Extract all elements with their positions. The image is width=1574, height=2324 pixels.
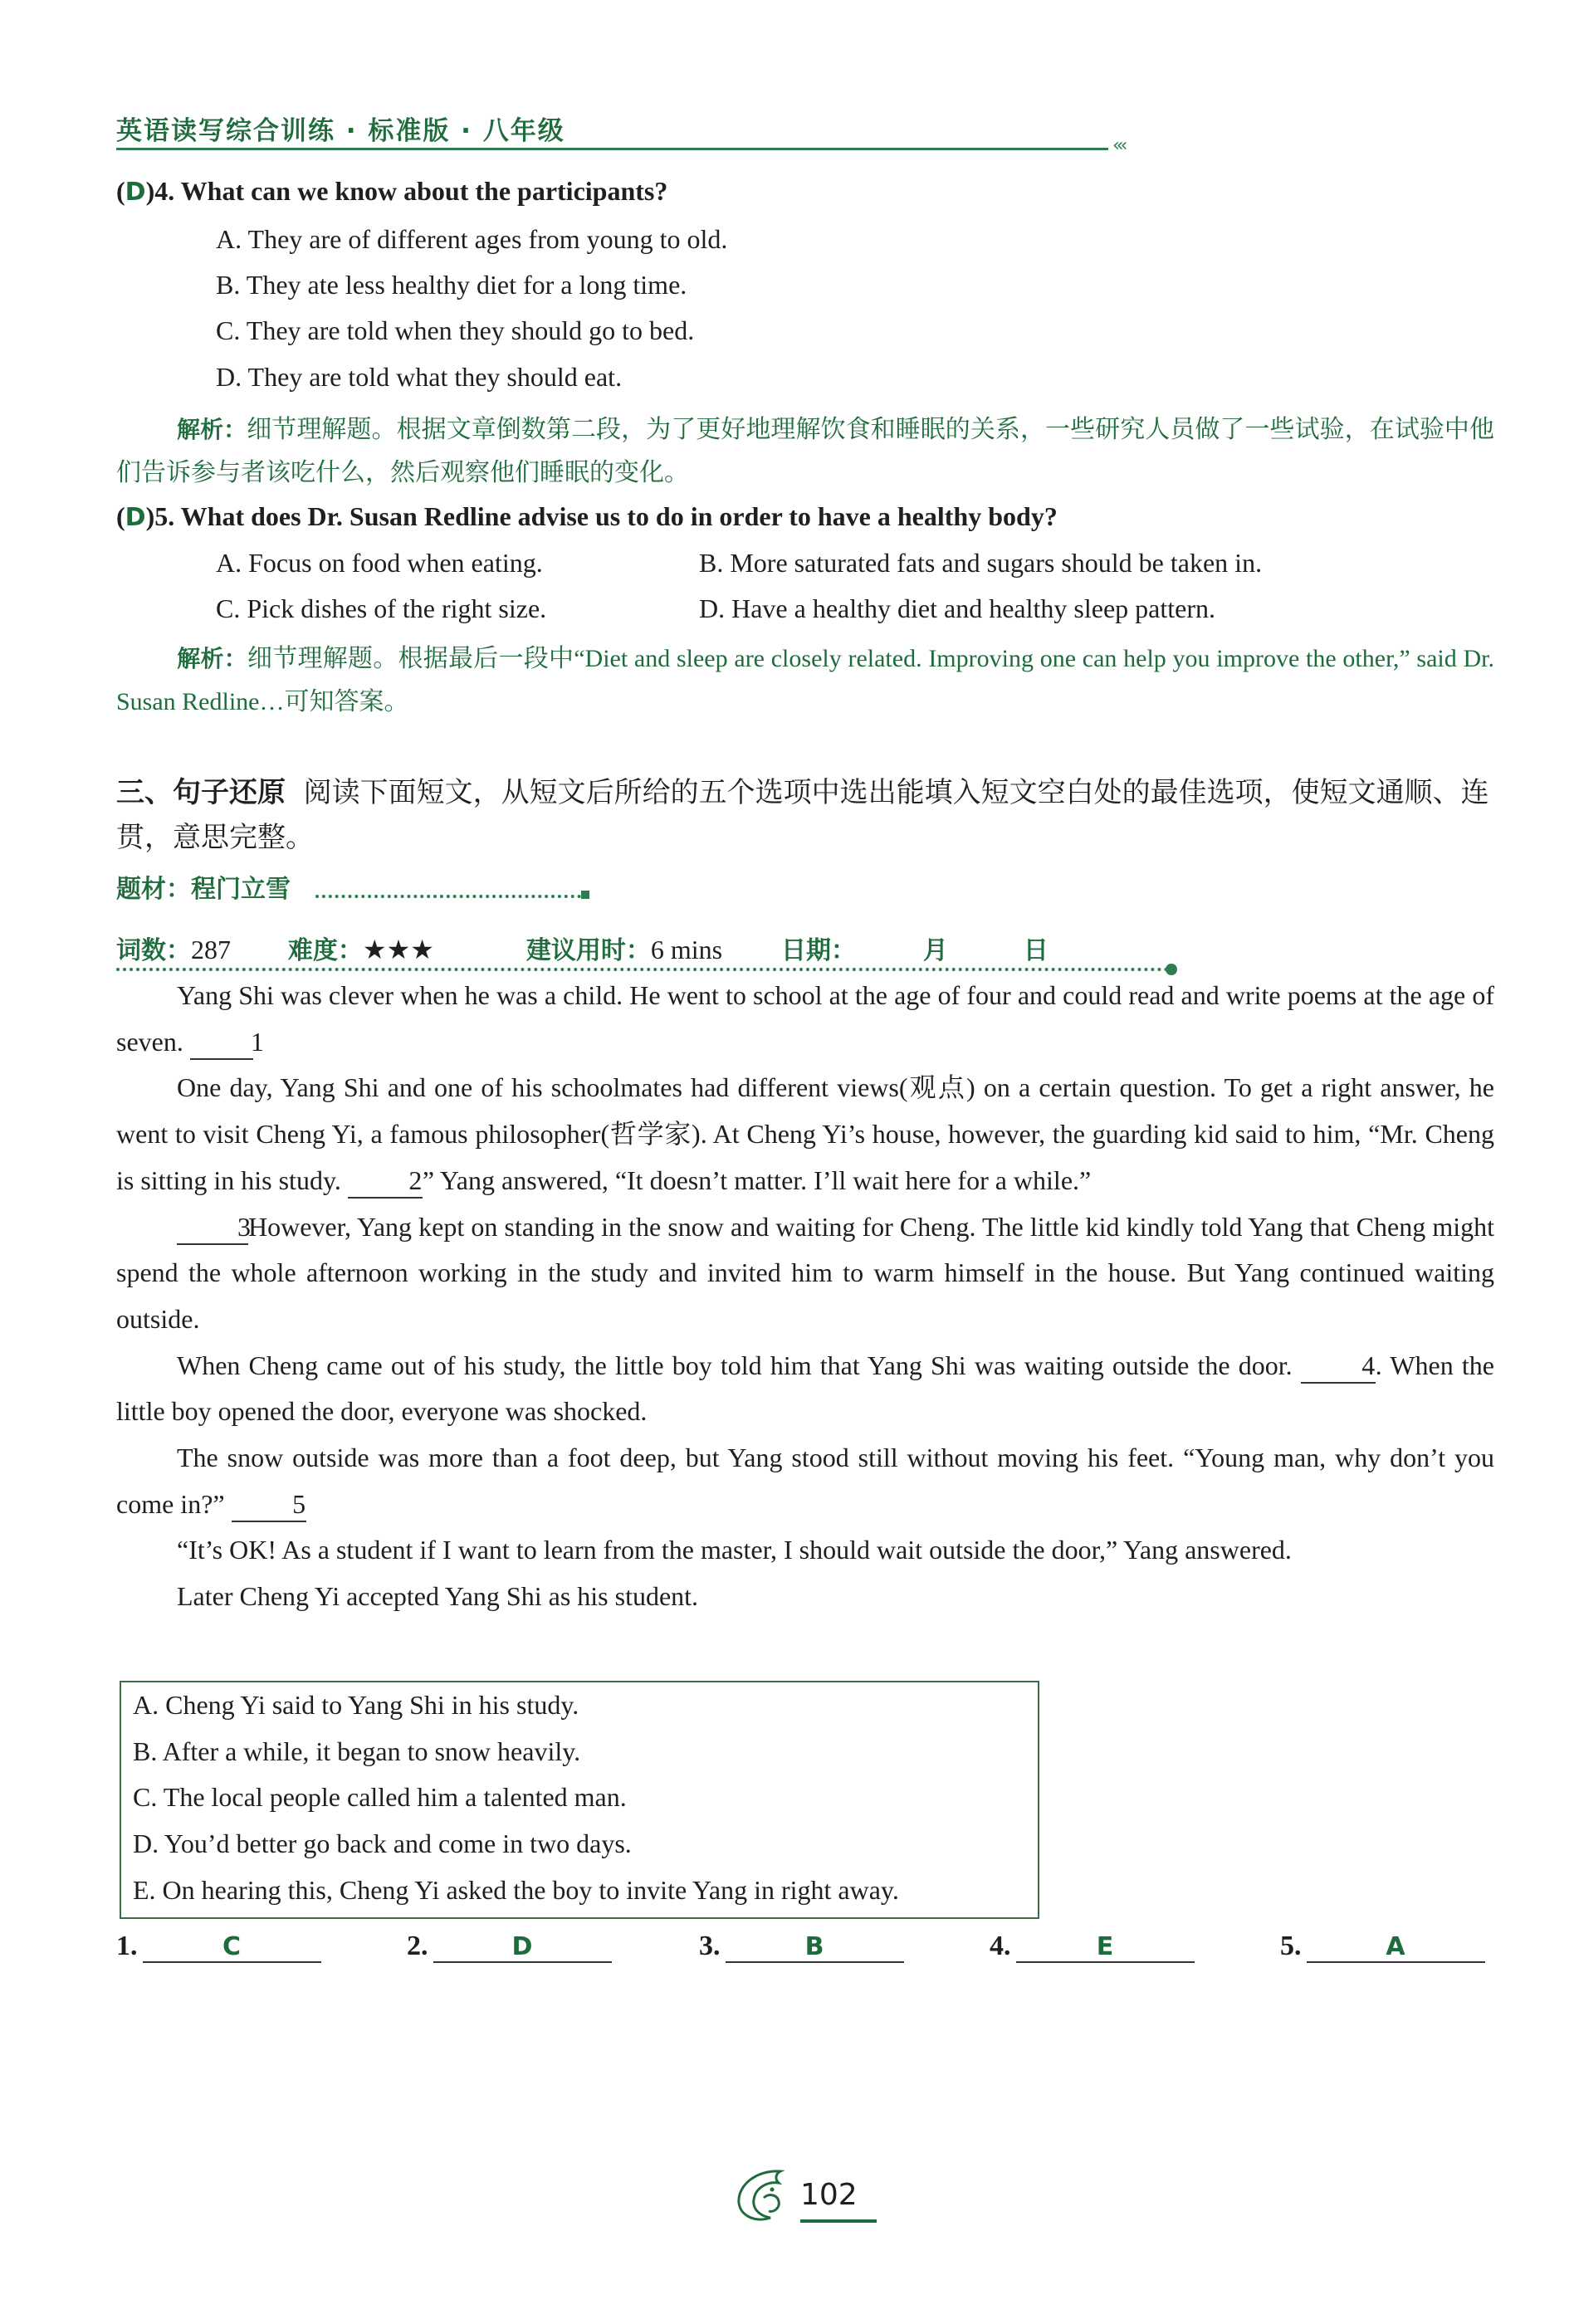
q4-option-b: B. They ate less healthy diet for a long time. <box>216 270 687 300</box>
passage-paragraph-7: Later Cheng Yi accepted Yang Shi as his student. <box>177 1581 699 1612</box>
answer-4: 4. E <box>990 1931 1195 1963</box>
time-value: 6 mins <box>650 935 723 964</box>
topic-label: 题材： <box>116 875 191 904</box>
answer-1-value: C <box>143 1932 321 1963</box>
passage-paragraph-3: 3However, Yang kept on standing in the snow and waiting for Cheng. The little kid kindly told Yang that Cheng might spend the whole afternoon working in the study and invited him to warm himself in the house. But Yang continued waiting outside. <box>116 1211 1494 1334</box>
blank-2: 2 <box>348 1164 423 1199</box>
q4-option-c: C. They are told when they should go to bed. <box>216 315 695 345</box>
q5-option-a: A. Focus on food when eating. <box>216 548 543 578</box>
blank-4: 4 <box>1301 1349 1376 1384</box>
paren-close: ) <box>145 501 155 531</box>
q5-answer: D <box>125 503 146 532</box>
q4-option-a: A. They are of different ages from young to old. <box>216 224 728 254</box>
q5-option-b: B. More saturated fats and sugars should be taken in. <box>699 548 1263 578</box>
topic-dotted-rule <box>315 895 581 898</box>
paren-close: ) <box>145 176 155 206</box>
day-label: 日 <box>1023 936 1049 965</box>
question-5 <box>116 501 1058 532</box>
paren-open: ( <box>116 176 125 206</box>
q4-explanation-label: 解析： <box>177 416 247 443</box>
passage-paragraph-5: The snow outside was more than a foot deep, but Yang stood still without moving his feet. “Young man, why don’t you come in?” 5 <box>116 1435 1494 1527</box>
blank-3: 3 <box>177 1210 248 1245</box>
page-number-underline <box>800 2219 877 2223</box>
blank-1: 1 <box>190 1025 253 1060</box>
answer-1: 1. C <box>116 1931 321 1963</box>
topic-row <box>116 868 291 905</box>
q5-explanation <box>116 637 1494 724</box>
date-label: 日期： <box>781 936 857 965</box>
answer-2: 2. D <box>407 1931 612 1963</box>
question-4 <box>116 176 667 207</box>
q4-explanation-text: 细节理解题。根据文章倒数第二段，为了更好地理解饮食和睡眠的关系，一些研究人员做了一些试验，在试验中他们告诉参与者该吃什么，然后观察他们睡眠的变化。 <box>116 416 1494 486</box>
section-3-title: 三、句子还原 <box>116 776 286 809</box>
q4-answer: D <box>125 178 146 207</box>
q5-stem: 5. What does Dr. Susan Redline advise us to do in order to have a healthy body? <box>154 501 1058 531</box>
dolphin-logo-icon <box>731 2165 800 2224</box>
q5-option-c: C. Pick dishes of the right size. <box>216 593 547 623</box>
difficulty-stars: ★★★ <box>362 935 434 964</box>
passage-paragraph-2: One day, Yang Shi and one of his schoolmates had different views(观点) on a certain question. To get a right answer, he went to visit Cheng Yi, a famous philosopher(哲学家). At Cheng Yi’s house, however, the guarding kid said to him, “Mr. Cheng is sitting in his study. 2” Yang answered, “It doesn’t matter. I’ll wait here for a while.” <box>116 1065 1494 1204</box>
page-header-title: 英语读写综合训练 · 标准版 · 八年级 <box>116 116 565 146</box>
difficulty-label: 难度： <box>287 936 363 965</box>
q4-option-d: D. They are told what they should eat. <box>216 362 623 392</box>
choice-a: A. Cheng Yi said to Yang Shi in his study. <box>133 1690 579 1720</box>
passage-paragraph-1: Yang Shi was clever when he was a child. He went to school at the age of four and could read and write poems at the age of seven. 1 <box>116 973 1494 1065</box>
passage-paragraph-4: When Cheng came out of his study, the little boy told him that Yang Shi was waiting outside the door. 4. When the little boy opened the door, everyone was shocked. <box>116 1350 1495 1427</box>
section-3-instruction: 阅读下面短文，从短文后所给的五个选项中选出能填入短文空白处的最佳选项，使短文通顺、连贯，意思完整。 <box>116 776 1489 854</box>
topic-value: 程门立雪 <box>191 875 291 904</box>
word-count-value: 287 <box>191 935 231 964</box>
q4-explanation <box>116 408 1494 495</box>
header-arrows-icon: ‹‹‹ <box>1112 135 1125 156</box>
answer-4-value: E <box>1016 1932 1195 1963</box>
q5-explanation-label: 解析： <box>177 645 247 672</box>
header-rule <box>116 148 1108 150</box>
options-box <box>120 1681 1039 1919</box>
choice-b: B. After a while, it began to snow heavily. <box>133 1736 581 1766</box>
blank-5: 5 <box>232 1487 306 1522</box>
time-label: 建议用时： <box>525 936 651 965</box>
month-label: 月 <box>922 936 948 965</box>
q5-explanation-text: 细节理解题。根据最后一段中“Diet and sleep are closely related. Improving one can help you improve the other,” said Dr. Susan Redline…可知答案。 <box>116 645 1494 715</box>
answer-2-value: D <box>433 1932 612 1963</box>
choice-c: C. The local people called him a talented man. <box>133 1782 627 1813</box>
choice-e: E. On hearing this, Cheng Yi asked the boy to invite Yang in right away. <box>133 1874 899 1905</box>
section-3-heading <box>116 770 1511 860</box>
q5-option-d: D. Have a healthy diet and healthy sleep pattern. <box>699 593 1215 623</box>
info-row <box>116 930 1049 966</box>
passage <box>116 973 1494 1620</box>
topic-rule-end-icon <box>581 891 589 899</box>
answer-5: 5. A <box>1280 1931 1485 1963</box>
word-count-label: 词数： <box>116 936 191 965</box>
page-number: 102 <box>800 2178 858 2212</box>
choice-d: D. You’d better go back and come in two days. <box>133 1828 632 1859</box>
passage-paragraph-6: “It’s OK! As a student if I want to learn from the master, I should wait outside the door,” Yang answered. <box>177 1535 1292 1565</box>
info-dotted-rule <box>116 968 1169 971</box>
answer-3-value: B <box>726 1932 904 1963</box>
paren-open: ( <box>116 501 125 531</box>
q4-stem: 4. What can we know about the participants? <box>154 176 668 206</box>
answer-5-value: A <box>1307 1932 1485 1963</box>
answer-3: 3. B <box>699 1931 904 1963</box>
